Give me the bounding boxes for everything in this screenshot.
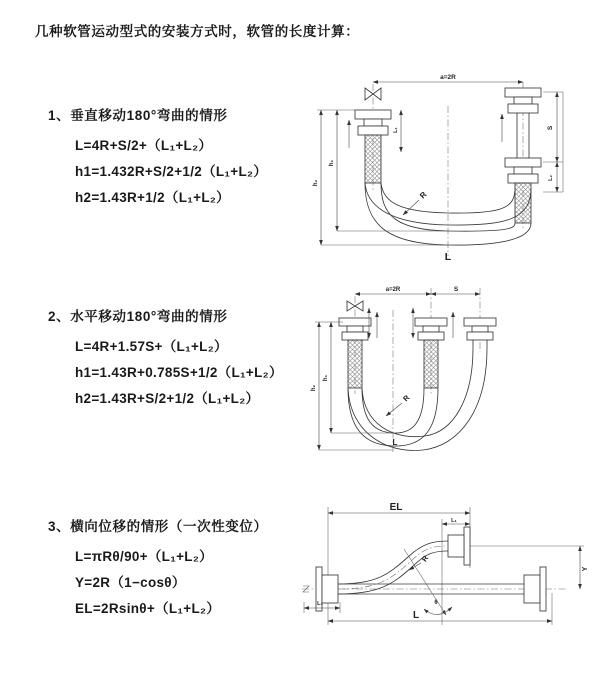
formula-line: L=πRθ/90+（L₁+L₂）: [75, 549, 213, 564]
braided-hose: [424, 340, 438, 388]
formula-line: h1=1.432R+S/2+1/2（L₁+L₂）: [75, 164, 268, 179]
dim-label-r: R: [418, 190, 429, 201]
dim-label-h1: h₁: [329, 159, 335, 167]
dim-label-l2: L₂: [548, 175, 554, 181]
hose-s-curve: [338, 541, 448, 594]
dim-a2r: [355, 287, 431, 294]
section-3-heading: 3、横向位移的情形（一次性变位）: [48, 519, 268, 534]
dim-label-h2: h₂: [313, 179, 319, 187]
dim-s: [431, 286, 480, 294]
section-2-heading: 2、水平移动180°弯曲的情形: [48, 309, 228, 324]
diagram-vertical-180-bend: [305, 68, 595, 263]
braided-hose: [365, 135, 381, 183]
page-title: 几种软管运动型式的安装方式时，软管的长度计算：: [35, 24, 360, 39]
dim-label-r: R: [401, 393, 412, 404]
section-2-formulas: [75, 334, 283, 412]
section-3: [48, 515, 268, 622]
dim-label-s: S: [453, 286, 459, 293]
hose-bend-arcs: [348, 348, 487, 450]
dim-label-s: S: [547, 125, 554, 131]
dim-label-a2r: a=2R: [385, 287, 401, 293]
centerlines: [355, 288, 480, 454]
top-right-flange: [448, 527, 584, 565]
section-1-heading: 1、垂直移动180°弯曲的情形: [48, 108, 228, 123]
dim-y: [580, 546, 589, 589]
fitting-dims: [369, 308, 413, 338]
formula-line: EL=2Rsinθ+（L₁+L₂）: [75, 601, 221, 616]
dim-label-h1: h₁: [323, 374, 329, 382]
diagram-horizontal-180-bend: [303, 282, 600, 458]
dim-label-el: EL: [389, 502, 403, 513]
dim-l1: [393, 110, 401, 152]
dim-label-y: Y: [582, 566, 589, 572]
formula-line: h1=1.43R+0.785S+1/2（L₁+L₂）: [75, 365, 283, 380]
dim-label-l: L: [392, 438, 398, 447]
dim-a2r: [373, 74, 523, 82]
middle-fitting: [415, 318, 447, 388]
dim-label-r: R: [419, 553, 431, 564]
left-fitting: [355, 110, 391, 183]
section-3-formulas: [75, 544, 268, 622]
braided-hose: [348, 340, 362, 388]
formula-line: h2=1.43R+S/2+1/2（L₁+L₂）: [75, 391, 260, 406]
dim-label-l1-bottom: L₁: [317, 601, 323, 607]
left-fitting: [339, 318, 371, 388]
dim-l: [328, 593, 552, 625]
section-1: [48, 104, 267, 211]
bottom-right-flange: [524, 567, 546, 611]
dim-label-a2r: a=2R: [440, 74, 456, 81]
formula-line: L=4R+1.57S+（L₁+L₂）: [75, 339, 228, 354]
diagram-lateral-displacement: [296, 497, 600, 645]
formula-line: Y=2R（1−cosθ）: [75, 575, 186, 590]
formula-line: h2=1.43R+1/2（L₁+L₂）: [75, 190, 230, 205]
section-2: [48, 305, 283, 412]
section-1-formulas: [75, 133, 267, 211]
dim-label-l1: L₁: [393, 127, 399, 133]
dim-label-l: L: [444, 251, 452, 263]
dim-label-l: L: [412, 610, 420, 621]
dim-el: [328, 502, 470, 625]
dim-label-l1-top: L₁: [451, 518, 457, 524]
dim-label-theta: θ: [434, 600, 438, 606]
formula-line: L=4R+S/2+（L₁+L₂）: [75, 138, 213, 153]
radius-leader: [386, 393, 412, 416]
dim-label-h2: h₂: [311, 384, 317, 392]
dim-s: [543, 92, 563, 192]
